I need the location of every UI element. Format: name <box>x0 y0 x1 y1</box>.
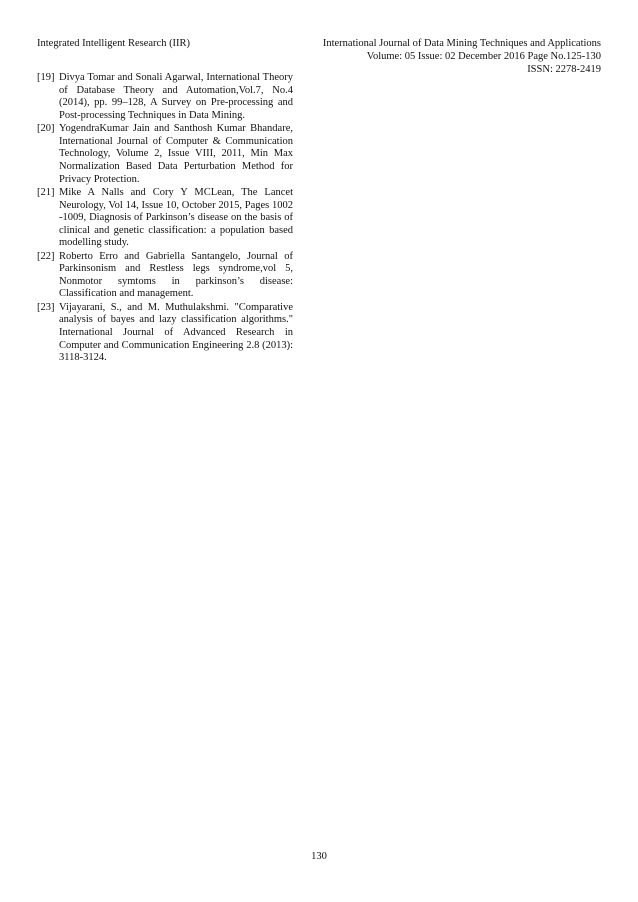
volume-issue: Volume: 05 Issue: 02 December 2016 Page No.125-130 <box>366 51 601 62</box>
reference-text: Roberto Erro and Gabriella Santangelo, Journal of Parkinsonism and Restless legs syndrome,vol 5, Nonmotor symtoms in parkinson’s disease: Classification and management. <box>59 250 293 300</box>
reference-item <box>37 251 293 301</box>
reference-number: [21] <box>37 186 55 198</box>
reference-text: Mike A Nalls and Cory Y MCLean, The Lancet Neurology, Vol 14, Issue 10, October 2015, Pages 1002 -1009, Diagnosis of Parkinson’s disease on the basis of clinical and genetic classification: a population based modelling study. <box>59 186 293 249</box>
reference-item <box>37 187 293 250</box>
running-header-left: Integrated Intelligent Research (IIR) <box>37 38 191 49</box>
issn: ISSN: 2278-2419 <box>527 64 601 75</box>
reference-item <box>37 72 293 122</box>
reference-item <box>37 123 293 186</box>
reference-number: [23] <box>37 301 55 313</box>
running-header-right <box>323 37 601 76</box>
reference-text: Vijayarani, S., and M. Muthulakshmi. "Comparative analysis of bayes and lazy classification algorithms." International Journal of Advanced Research in Computer and Communication Engineering 2.8 (2013): 3118-3124. <box>59 301 293 364</box>
reference-text: YogendraKumar Jain and Santhosh Kumar Bhandare, International Journal of Computer & Communication Technology, Volume 2, Issue VIII, 2011, Min Max Normalization Based Data Perturbation Method for Privacy Protection. <box>59 123 293 185</box>
reference-number: [22] <box>37 250 55 262</box>
reference-text: Divya Tomar and Sonali Agarwal, International Theory of Database Theory and Automation,Vol.7, No.4 (2014), pp. 99–128, A Survey on Pre-processing and Post-processing Techniques in Data Mining. <box>59 72 293 121</box>
page-number: 130 <box>311 851 327 862</box>
reference-number: [19] <box>37 72 55 83</box>
reference-number: [20] <box>37 123 55 135</box>
reference-list <box>37 72 293 366</box>
reference-item <box>37 302 293 365</box>
journal-title: International Journal of Data Mining Techniques and Applications <box>322 38 601 49</box>
